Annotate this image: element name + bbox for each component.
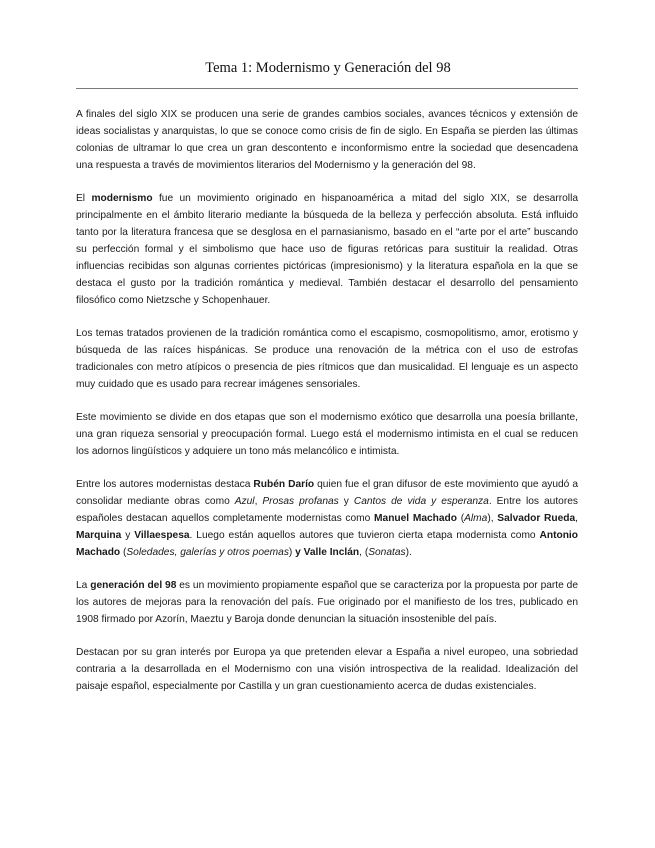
paragraph (76, 190, 578, 309)
text-run: , (575, 513, 579, 524)
text-run: quien fue el gran difusor de este movimiento que ayudó a consolidar mediante obras como (76, 479, 578, 507)
text-run: Entre los autores modernistas destaca (76, 479, 254, 490)
bold-text: Antonio Machado (76, 530, 578, 558)
paragraph (76, 577, 578, 628)
text-run: y (338, 496, 354, 507)
text-run: , ( (359, 547, 369, 558)
text-run: y (121, 530, 135, 541)
text-run: fue un movimiento originado en hispanoamérica a mitad del siglo XIX, se desarrolla principalmente en el ámbito literario mediante la búsqueda de la belleza y perfección absoluta. Está influido tanto por la literatura francesa que se desglosa en el parnasianismo, basado en el “arte por el arte” buscando su perfección formal y el simbolismo que hace uso de figuras retóricas para sustituir la realidad. Otras influencias recibidas son algunas corrientes pictóricas (impresionismo) y la literatura española en la que se destaca el gusto por la tradición romántica y medieval. También destacar el desarrollo del pensamiento filosófico como Nietzsche y Schopenhauer. (76, 193, 578, 306)
text-run: A finales del siglo XIX se producen una serie de grandes cambios sociales, avances técnicos y extensión de ideas socialistas y anarquistas, lo que se conoce como crisis de fin de siglo. En España se pierden las últimas colonias de ultramar lo que crea un gran descontento e inconformismo entre la sociedad que desencadena una respuesta a través de movimientos literarios del Modernismo y la generación del 98. (76, 109, 578, 171)
paragraph (76, 325, 578, 393)
bold-text: modernismo (91, 193, 153, 204)
paragraph (76, 644, 578, 695)
italic-text: Cantos de vida y esperanza (353, 496, 489, 507)
text-run: ( (120, 547, 127, 558)
bold-text: Manuel Machado (374, 513, 458, 524)
text-run: Este movimiento se divide en dos etapas que son el modernismo exótico que desarrolla una poesía brillante, una gran riqueza sensorial y preocupación formal. Luego está el modernismo intimista en el cual se reducen los adornos lingüísticos y adquiere un tono más melancólico e intimista. (76, 412, 578, 457)
italic-text: Sonatas (368, 547, 406, 558)
title-underline (76, 88, 578, 89)
text-run: ). (405, 547, 412, 558)
text-run: ), (487, 513, 498, 524)
text-run: La (76, 580, 91, 591)
page-title: Tema 1: Modernismo y Generación del 98 (205, 60, 451, 76)
text-run: . Entre los autores españoles destacan aquellos completamente modernistas como (76, 496, 578, 524)
italic-text: Alma (464, 513, 488, 524)
italic-text: Prosas profanas (262, 496, 339, 507)
bold-text: Villaespesa (134, 530, 190, 541)
italic-text: Azul (234, 496, 255, 507)
bold-text: Rubén Darío (253, 479, 315, 490)
text-run: Los temas tratados provienen de la tradición romántica como el escapismo, cosmopolitismo, amor, erotismo y búsqueda de las raíces hispánicas. Se produce una renovación de la métrica con el uso de estrofas tradicionales con metro atípicos o presencia de pies rítmicos que dan musicalidad. El lenguaje es un aspecto muy cuidado que es usado para recrear imágenes sensoriales. (76, 328, 578, 390)
paragraph (76, 409, 578, 460)
paragraph (76, 476, 578, 561)
bold-text: y Valle Inclán (295, 547, 360, 558)
document-body (76, 106, 578, 711)
text-run: El (76, 193, 92, 204)
text-run: Destacan por su gran interés por Europa ya que pretenden elevar a España a nivel europeo, una sobriedad contraria a la desarrollada en el Modernismo con una visión introspectiva de la realidad. Idealización del paisaje español, especialmente por Castilla y un gran cuestionamiento acerca de dudas existenciales. (76, 647, 578, 692)
text-run: ) (288, 547, 296, 558)
bold-text: Salvador Rueda (497, 513, 576, 524)
bold-text: generación del 98 (90, 580, 177, 591)
text-run: , (254, 496, 263, 507)
text-run: . Luego están aquellos autores que tuvieron cierta etapa modernista como (189, 530, 540, 541)
text-run: es un movimiento propiamente español que se caracteriza por la propuesta por parte de los autores de mejoras para la renovación del país. Fue originado por el manifiesto de los tres, publicado en 1908 firmado por Azorín, Maeztu y Baroja donde denuncian la situación insostenible del país. (76, 580, 579, 625)
text-run: ( (457, 513, 465, 524)
bold-text: Marquina (76, 530, 122, 541)
paragraph (76, 106, 578, 174)
italic-text: Soledades, galerías y otros poemas (126, 547, 289, 558)
